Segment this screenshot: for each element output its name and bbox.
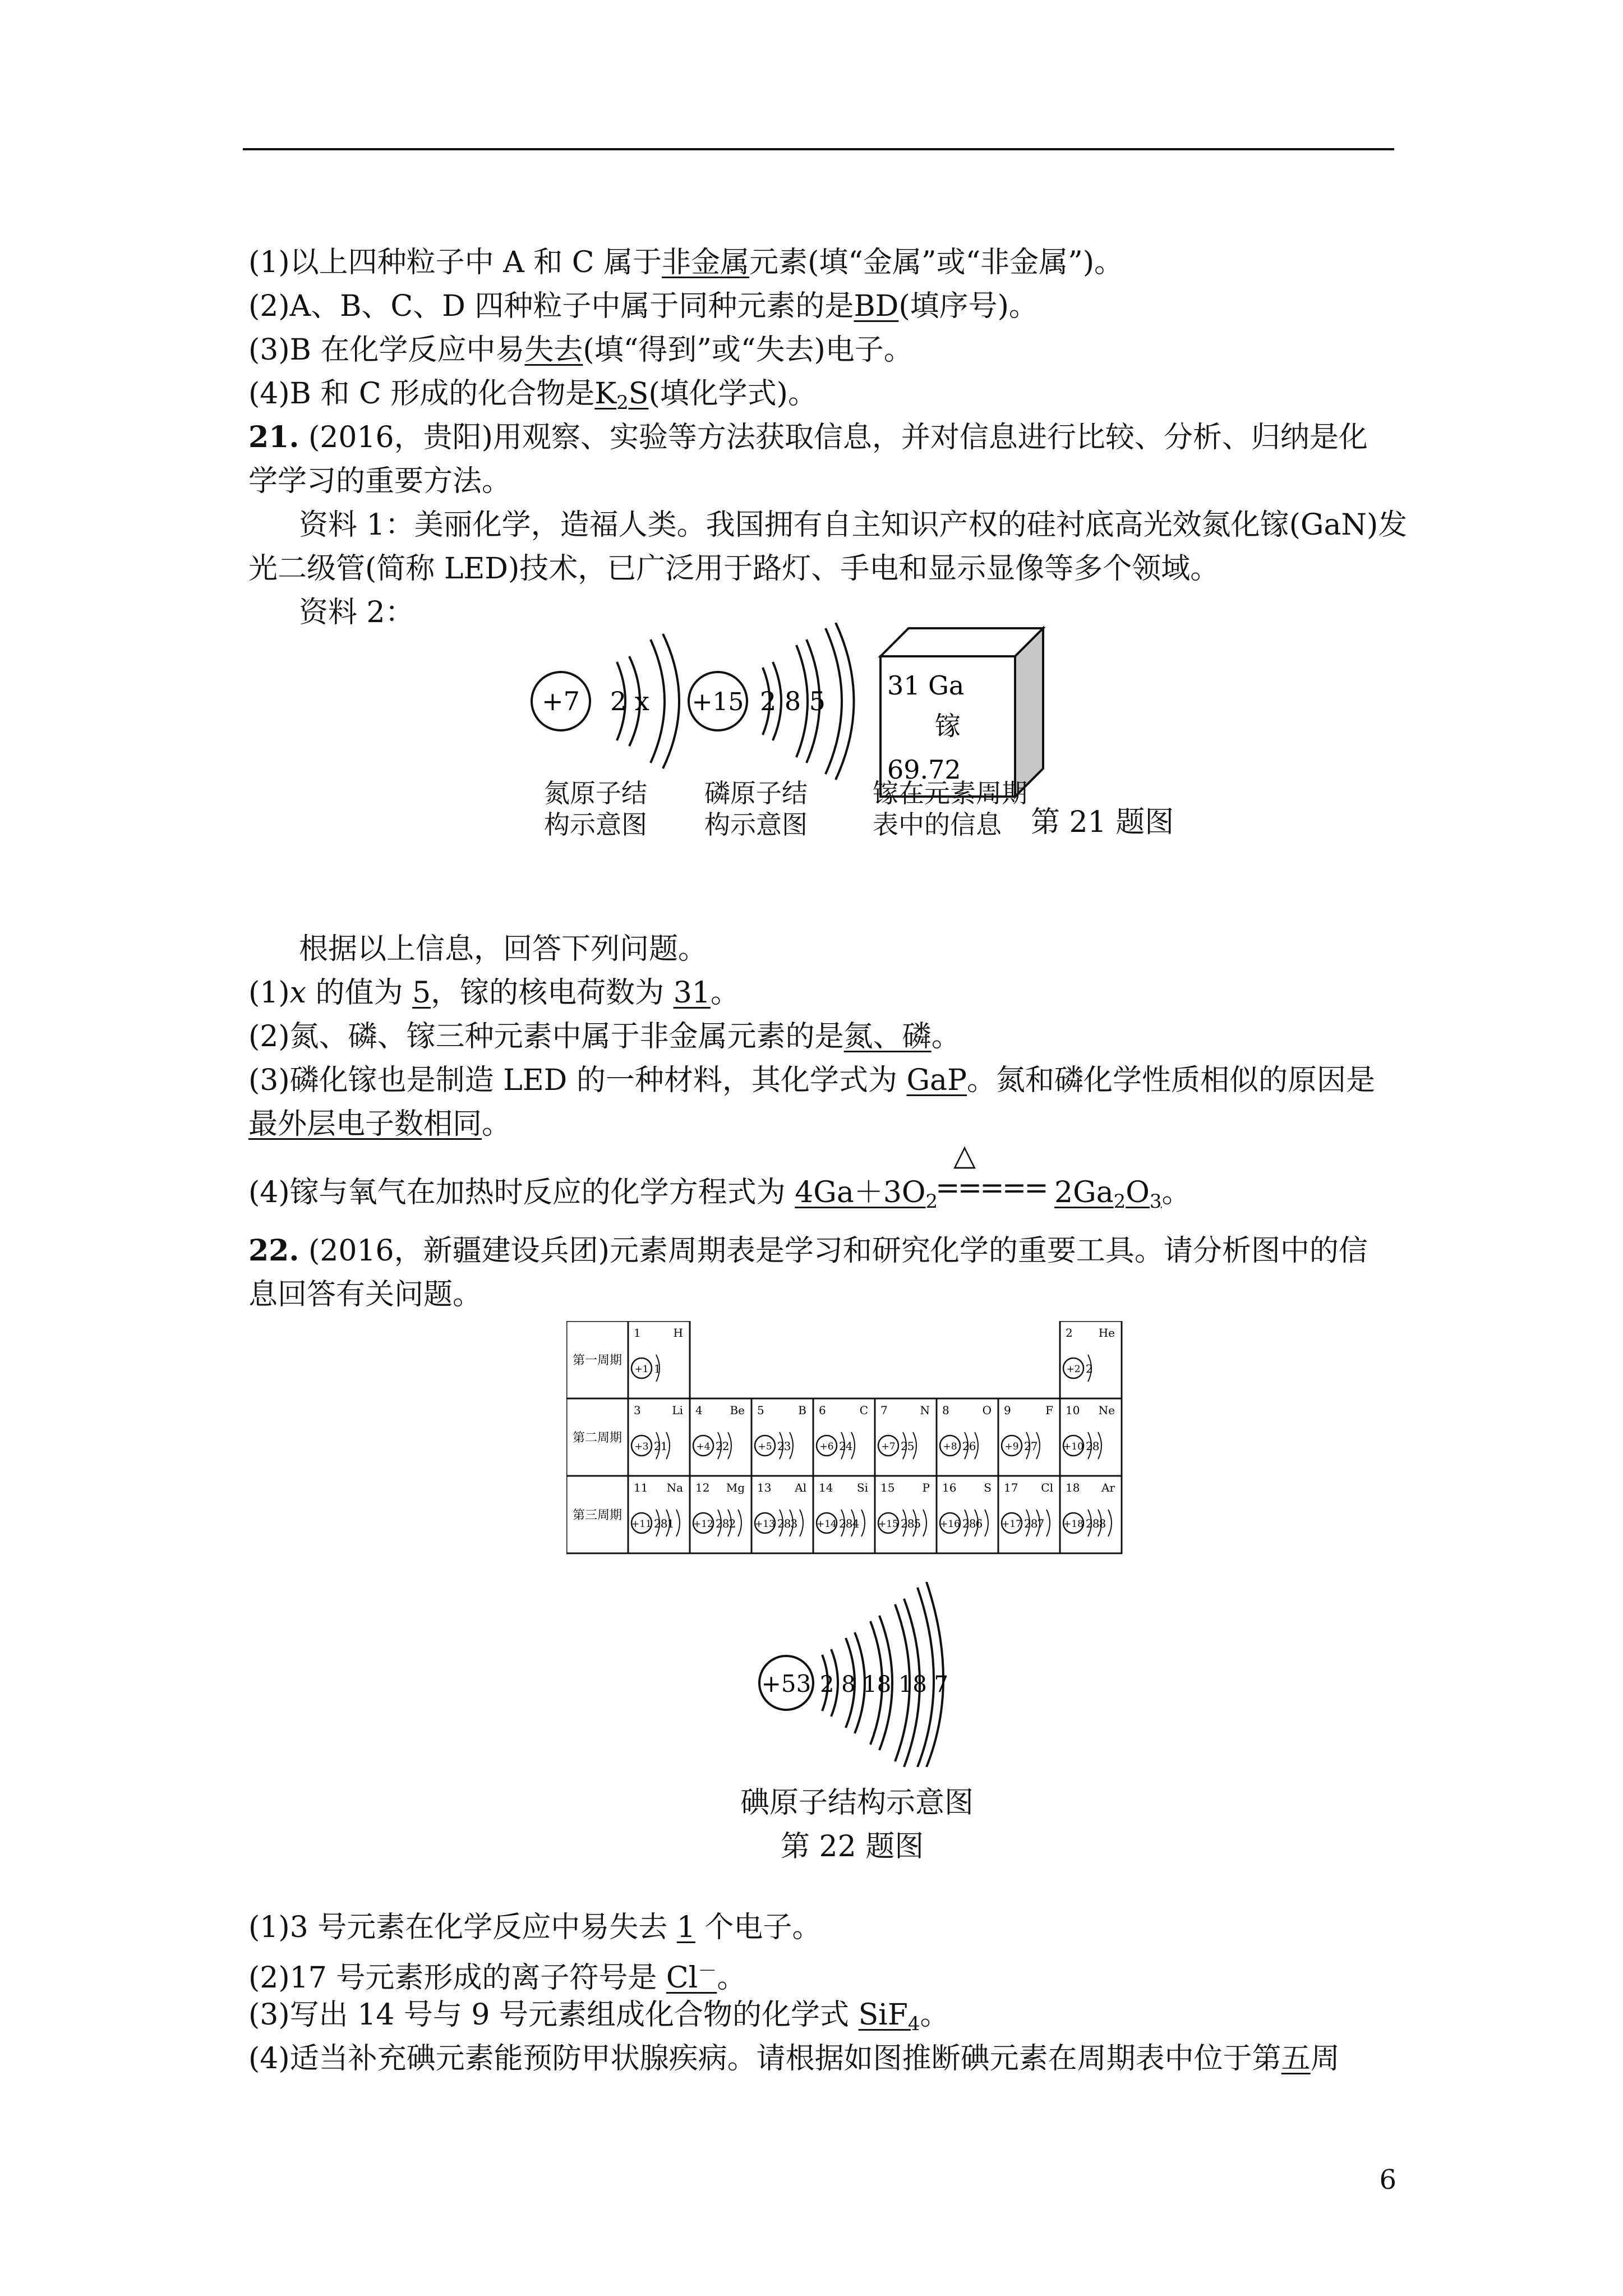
element-nucleus-charge: +2 <box>1066 1364 1081 1375</box>
element-number: 17 <box>1004 1481 1018 1494</box>
q20-answer-2: BD <box>854 289 899 323</box>
element-shells: 287 <box>1024 1517 1044 1530</box>
element-symbol: Be <box>730 1404 745 1417</box>
element-shells: 27 <box>1024 1439 1038 1453</box>
element-symbol: Ar <box>1101 1481 1115 1494</box>
element-nucleus-charge: +7 <box>881 1441 896 1452</box>
gallium-name: 镓 <box>935 711 961 741</box>
nitrogen-shells: 2 x <box>610 686 649 716</box>
element-shells: 284 <box>839 1517 859 1530</box>
element-number: 13 <box>757 1481 772 1494</box>
element-symbol: N <box>920 1404 930 1417</box>
q21-resource2: 资料 2： <box>299 596 414 629</box>
element-shells: 286 <box>962 1517 983 1530</box>
q22-answer-4: (4)适当补充碘元素能预防甲状腺疾病。请根据如图推断碘元素在周期表中位于第五周 <box>248 2042 1340 2076</box>
element-nucleus-charge: +16 <box>940 1519 960 1530</box>
q22-answer-2: (2)17 号元素形成的离子符号是 Cl－。 <box>248 1960 746 1995</box>
element-number: 8 <box>942 1404 949 1417</box>
period-label: 第三周期 <box>572 1508 623 1522</box>
period-label: 第一周期 <box>572 1354 623 1368</box>
element-nucleus-charge: +15 <box>878 1519 898 1530</box>
element-shells: 1 <box>654 1362 661 1375</box>
element-number: 18 <box>1066 1481 1080 1494</box>
nitrogen-nucleus-charge: +7 <box>542 686 580 716</box>
q22-figure-caption: 第 22 题图 <box>781 1830 924 1864</box>
element-symbol: O <box>982 1404 992 1417</box>
q20-answer-1: 非金属 <box>662 246 750 279</box>
gallium-mass: 69.72 <box>887 754 961 785</box>
q22-intro-line2: 息回答有关问题。 <box>248 1278 482 1312</box>
q21-answer-2: (2)氮、磷、镓三种元素中属于非金属元素的是氮、磷。 <box>248 1020 961 1053</box>
element-shells: 288 <box>1086 1517 1106 1530</box>
electron-shell-arc <box>738 1510 741 1536</box>
element-shells: 22 <box>716 1439 729 1453</box>
element-nucleus-charge: +11 <box>631 1519 652 1530</box>
element-number: 12 <box>695 1481 710 1494</box>
q20-part2: (2)A、B、C、D 四种粒子中属于同种元素的是BD(填序号)。 <box>248 289 1038 323</box>
q21-answer-4: (4)镓与氧气在加热时反应的化学方程式为 $4Ga+3O_2$ <box>248 1176 938 1213</box>
element-shells: 21 <box>654 1439 667 1453</box>
element-nucleus-charge: +1 <box>634 1364 649 1375</box>
page-number: 6 <box>1379 2164 1396 2196</box>
q21-resource1: 资料 1：美丽化学，造福人类。我国拥有自主知识产权的硅衬底高光效氮化镓(GaN)发 <box>299 508 1408 542</box>
element-number: 9 <box>1004 1404 1011 1417</box>
electron-shell-arc <box>861 1510 865 1536</box>
electron-shell-arc <box>923 1510 926 1536</box>
element-number: 5 <box>757 1404 764 1417</box>
header-rule <box>243 148 1394 150</box>
element-nucleus-charge: +3 <box>634 1441 649 1452</box>
element-nucleus-charge: +13 <box>755 1519 775 1530</box>
element-shells: 24 <box>839 1439 852 1453</box>
element-nucleus-charge: +9 <box>1004 1441 1019 1452</box>
element-shells: 2 <box>1086 1362 1092 1375</box>
element-number: 10 <box>1066 1404 1080 1417</box>
element-shells: 23 <box>777 1439 791 1453</box>
element-symbol: F <box>1045 1404 1053 1417</box>
element-symbol: H <box>673 1326 683 1340</box>
q21-answer-3-line2: 最外层电子数相同。 <box>248 1107 511 1141</box>
q20-part4: (4)B 和 C 形成的化合物是$K_2S$(填化学式)。 <box>248 377 817 414</box>
q21-figure-caption: 第 21 题图 <box>1031 806 1174 839</box>
element-symbol: Na <box>666 1481 683 1494</box>
q20-part3: (3)B 在化学反应中易失去(填“得到”或“失去)电子。 <box>248 333 913 367</box>
electron-shell-arc <box>1046 1510 1050 1536</box>
element-symbol: He <box>1098 1326 1115 1340</box>
element-nucleus-charge: +6 <box>819 1441 834 1452</box>
element-symbol: Al <box>795 1481 806 1494</box>
element-symbol: P <box>922 1481 930 1494</box>
equals-sign: ===== <box>935 1171 1046 1205</box>
iodine-caption: 碘原子结构示意图 <box>740 1786 974 1820</box>
nitrogen-atom-diagram <box>532 634 679 769</box>
element-number: 15 <box>880 1481 895 1494</box>
electron-shell-arc <box>1108 1510 1112 1536</box>
iodine-nucleus-charge: +53 <box>761 1670 811 1697</box>
element-symbol: Si <box>856 1481 868 1494</box>
gallium-caption: 镓在元素周期 表中的信息 <box>873 778 1027 840</box>
element-shells: 25 <box>901 1439 914 1453</box>
element-number: 1 <box>634 1326 641 1340</box>
nitrogen-caption: 氮原子结 构示意图 <box>544 778 647 840</box>
gallium-element-box <box>880 628 1043 797</box>
element-nucleus-charge: +17 <box>1002 1519 1022 1530</box>
q20-part1: (1)以上四种粒子中 A 和 C 属于非金属元素(填“金属”或“非金属”)。 <box>248 246 1124 279</box>
iodine-shells: 2 8 18 18 7 <box>820 1672 949 1697</box>
element-shells: 26 <box>962 1439 976 1453</box>
q22-intro: 22. (2016，新疆建设兵团)元素周期表是学习和研究化学的重要工具。请分析图中的信 <box>248 1234 1368 1268</box>
element-shells: 281 <box>654 1517 674 1530</box>
q21-answer-1: (1)x 的值为 5，镓的核电荷数为 31。 <box>248 976 740 1010</box>
element-number: 2 <box>1066 1326 1073 1340</box>
element-shells: 282 <box>716 1517 736 1530</box>
element-nucleus-charge: +18 <box>1063 1519 1083 1530</box>
q22-answer-3: (3)写出 14 号与 9 号元素组成化合物的化学式 SiF$_4$。 <box>248 1998 949 2035</box>
q21-intro-line2: 学学习的重要方法。 <box>248 464 511 498</box>
q20-answer-4: $K_2S$ <box>594 377 649 414</box>
electron-shell-arc <box>800 1510 803 1536</box>
element-symbol: C <box>859 1404 868 1417</box>
element-number: 14 <box>819 1481 833 1494</box>
element-symbol: B <box>798 1404 806 1417</box>
element-number: 3 <box>634 1404 641 1417</box>
q22-number: 22. <box>248 1234 299 1268</box>
element-shells: 283 <box>777 1517 797 1530</box>
element-symbol: Ne <box>1098 1404 1115 1417</box>
element-symbol: Li <box>672 1404 683 1417</box>
phosphorus-atom-diagram <box>689 623 854 780</box>
element-number: 7 <box>880 1404 888 1417</box>
element-nucleus-charge: +4 <box>696 1441 711 1452</box>
element-symbol: Mg <box>726 1481 745 1494</box>
element-nucleus-charge: +14 <box>817 1519 837 1530</box>
element-nucleus-charge: +10 <box>1063 1441 1083 1452</box>
element-symbol: Cl <box>1041 1481 1053 1494</box>
element-nucleus-charge: +8 <box>943 1441 957 1452</box>
electron-shell-arc <box>676 1510 680 1536</box>
element-nucleus-charge: +12 <box>693 1519 713 1530</box>
q22-answer-1: (1)3 号元素在化学反应中易失去 1 个电子。 <box>248 1911 822 1944</box>
q21-number: 21. <box>248 420 299 454</box>
heat-symbol: △ <box>953 1139 976 1172</box>
iodine-atom-diagram <box>751 1582 953 1767</box>
q21-resource1-line2: 光二级管(简称 LED)技术，已广泛用于路灯、手电和显示显像等多个领域。 <box>248 552 1220 586</box>
element-nucleus-charge: +5 <box>758 1441 772 1452</box>
q20-answer-3: 失去 <box>524 333 583 367</box>
q21-ask: 根据以上信息，回答下列问题。 <box>299 932 708 966</box>
element-number: 6 <box>819 1404 826 1417</box>
phosphorus-caption: 磷原子结 构示意图 <box>704 778 808 840</box>
period-label: 第二周期 <box>572 1431 623 1445</box>
phosphorus-shells: 2 8 5 <box>760 686 826 716</box>
phosphorus-nucleus-charge: +15 <box>691 688 744 716</box>
electron-shell-arc <box>985 1510 988 1536</box>
periodic-table-figure <box>566 1321 1144 1568</box>
element-shells: 285 <box>901 1517 921 1530</box>
element-number: 4 <box>695 1404 703 1417</box>
gallium-number-symbol: 31 Ga <box>887 670 965 701</box>
element-number: 11 <box>634 1481 648 1494</box>
q21-answer-3: (3)磷化镓也是制造 LED 的一种材料，其化学式为 GaP。氮和磷化学性质相似的原因是 <box>248 1064 1375 1097</box>
element-number: 16 <box>942 1481 957 1494</box>
element-symbol: S <box>984 1481 992 1494</box>
q21-answer-4-rhs: $2Ga_2O_3$。 <box>1054 1176 1191 1213</box>
q21-intro: 21. (2016，贵阳)用观察、实验等方法获取信息，并对信息进行比较、分析、归纳是化 <box>248 420 1368 454</box>
element-shells: 28 <box>1086 1439 1099 1453</box>
